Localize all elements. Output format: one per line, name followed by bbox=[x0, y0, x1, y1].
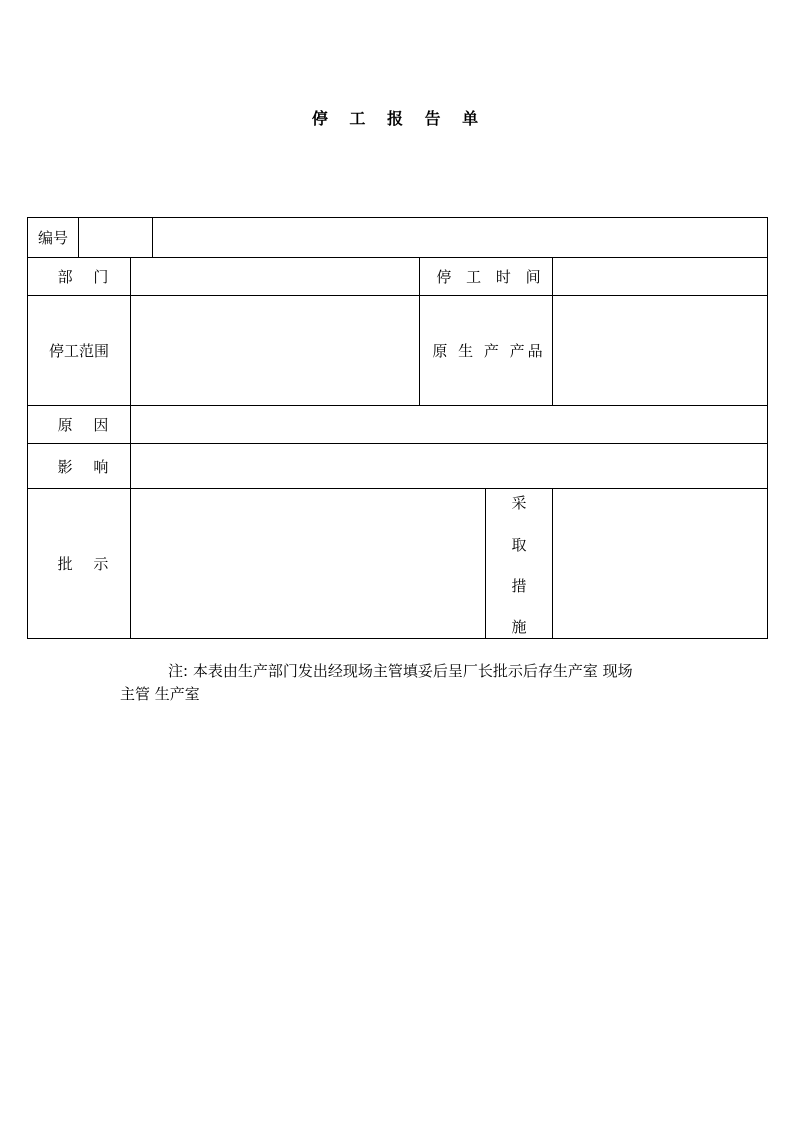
label-caiqu-cuoshi-char: 措 bbox=[511, 577, 527, 595]
table-row-divider bbox=[27, 488, 768, 489]
label-yuanyin: 原 因 bbox=[57, 416, 117, 434]
table-row-divider bbox=[27, 295, 768, 296]
label-yingxiang: 影 响 bbox=[57, 457, 117, 476]
label-tinggong-shijian: 停 工 时 间 bbox=[436, 268, 546, 286]
document-title: 停 工 报 告 单 bbox=[311, 109, 487, 128]
footnote-line-2: 主管 生产室 bbox=[120, 685, 200, 703]
table-row-divider bbox=[27, 257, 768, 258]
table-col-divider bbox=[552, 488, 553, 638]
label-bumen: 部 门 bbox=[57, 268, 117, 286]
label-bianhao: 编号 bbox=[37, 229, 68, 247]
label-caiqu-cuoshi-char: 取 bbox=[511, 536, 527, 554]
label-pishi: 批 示 bbox=[57, 555, 117, 573]
table-row-divider bbox=[27, 405, 768, 406]
footnote-line-1: 注: 本表由生产部门发出经现场主管填妥后呈厂长批示后存生产室 现场 bbox=[168, 662, 633, 680]
table-col-divider bbox=[152, 217, 153, 257]
table-border-right bbox=[767, 217, 768, 639]
table-col-divider bbox=[78, 217, 79, 257]
table-row-divider bbox=[27, 443, 768, 444]
label-tinggong-fanwei: 停工范围 bbox=[48, 342, 109, 360]
label-caiqu-cuoshi-char: 采 bbox=[511, 494, 527, 512]
label-yuan-shengchan-chanpin: 原 生 产 产品 bbox=[432, 342, 546, 360]
table-border-top bbox=[27, 217, 768, 218]
table-border-bottom bbox=[27, 638, 768, 639]
label-caiqu-cuoshi bbox=[486, 489, 552, 639]
label-caiqu-cuoshi-char: 施 bbox=[511, 618, 527, 636]
